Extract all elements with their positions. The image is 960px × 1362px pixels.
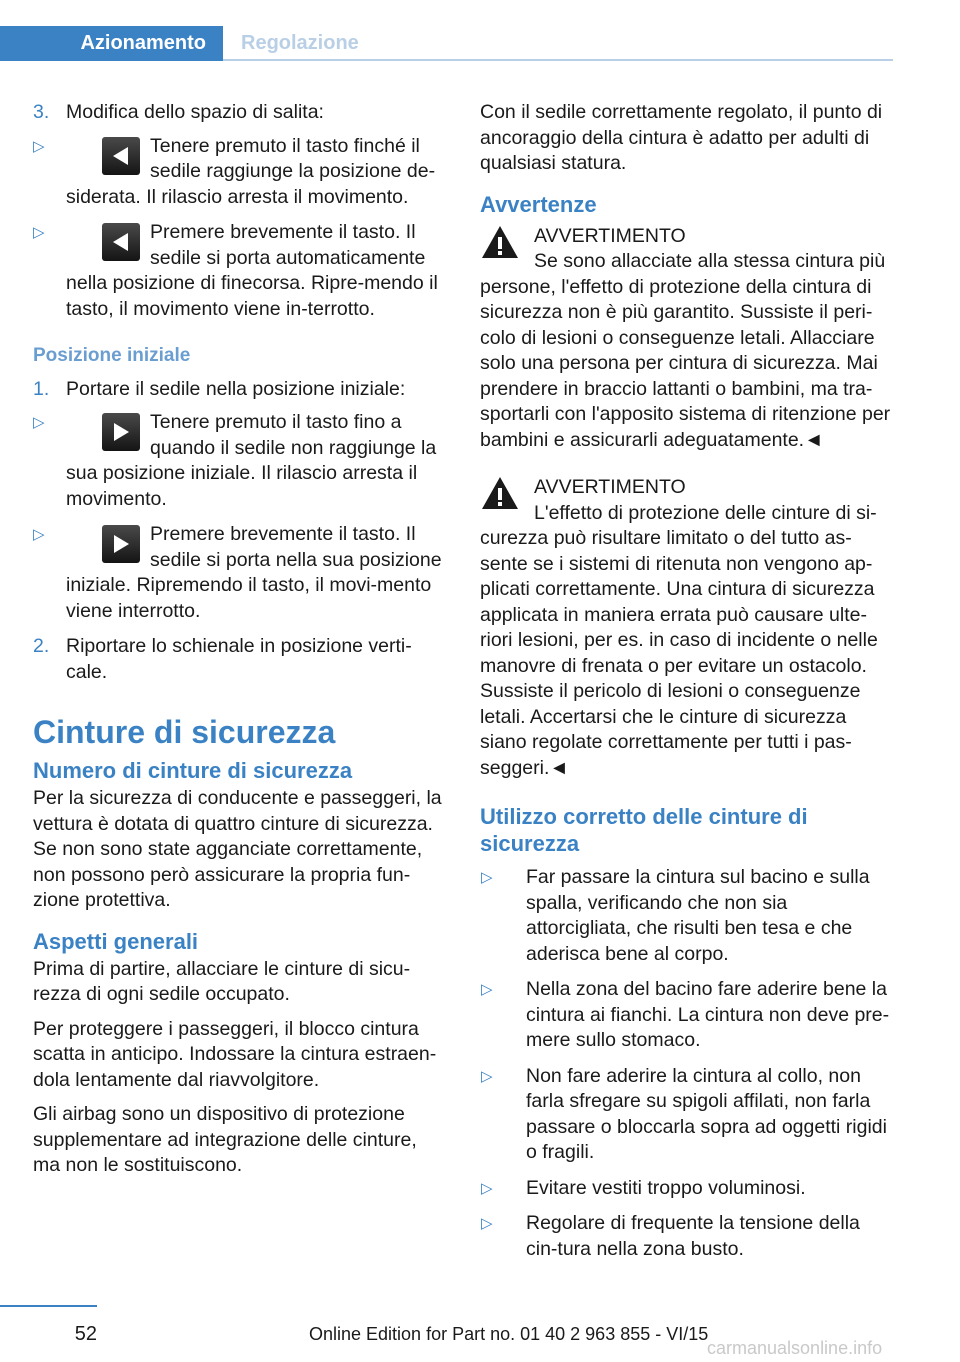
paragraph: Prima di partire, allacciare le cinture di sicu-rezza di ogni sedile occupato. — [33, 957, 411, 1005]
seat-forward-button-icon — [102, 525, 140, 563]
item-text: Tenere premuto il tasto fino a quando il sedile non raggiunge la sua posizione iniziale. Il rilascio arresta il movimento. — [66, 411, 437, 510]
bullet-item — [480, 1211, 895, 1262]
numbered-item-3 — [33, 100, 448, 322]
warning-text: L'effetto di protezione delle cinture di si-curezza può risultare limitato o del tutto as-sente se i sistemi di ritenuta non vengono ap-plicati correttamente. Una cintura di sicurezza applicata in maniera errata può causare ulte-riori lesioni, per es. in caso di incidente o nelle manovre di frenata o per evitare un ostacolo. Sussiste il pericolo di lesioni o conseguenze letali. Accertarsi che le cinture di sicurezza siano regolate correttamente per tutti i pas-seggeri.◄ — [480, 501, 878, 779]
warning-title: AVVERTIMENTO — [534, 476, 686, 498]
tab-regolazione[interactable] — [223, 26, 893, 61]
arrow-bullet-icon: ▷ — [33, 224, 45, 241]
heading-numero-cinture: Numero di cinture di sicurezza — [33, 758, 353, 783]
tab-label: Azionamento — [80, 31, 206, 54]
warning-title: AVVERTIMENTO — [534, 224, 686, 247]
footer-divider — [0, 1305, 97, 1307]
sub-list — [33, 134, 448, 323]
bullet-item — [480, 1176, 895, 1202]
bullet-item — [480, 1064, 895, 1166]
arrow-bullet-icon: ▷ — [481, 1179, 493, 1197]
arrow-bullet-icon: ▷ — [33, 137, 45, 155]
numbered-item-2 — [33, 634, 448, 685]
edition-footer: Online Edition for Part no. 01 40 2 963 855 - VI/15 — [309, 1324, 709, 1344]
item-text: Premere brevemente il tasto. Il sedile si porta automaticamente nella posizione di finecorsa. Ripre-mendo il tasto, il movimento viene in-terrotto. — [66, 221, 438, 320]
arrow-bullet-icon: ▷ — [481, 1067, 493, 1085]
paragraph: Per la sicurezza di conducente e passeggeri, la vettura è dotata di quattro cinture di sicurezza. Se non sono state agganciate correttamente, non possono però assicurare la propria fun-zione protettiva. — [33, 787, 442, 911]
item-text: Non fare aderire la cintura al collo, non farla sfregare su spigoli affilati, non farla passare o bloccarla sopra ad oggetti rigidi o fragili. — [526, 1064, 887, 1163]
heading-cinture-di-sicurezza: Cinture di sicurezza — [33, 714, 336, 750]
warning-block — [480, 224, 895, 454]
item-text: Modifica dello spazio di salita: — [66, 101, 324, 123]
arrow-bullet-icon: ▷ — [481, 869, 493, 886]
page-number: 52 — [74, 1323, 97, 1345]
heading-avvertenze: Avvertenze — [480, 191, 597, 217]
arrow-list-item — [33, 134, 448, 211]
item-number: 3. — [33, 101, 50, 123]
item-text: Riportare lo schienale in posizione verti-cale. — [66, 635, 412, 683]
arrow-list-item — [33, 410, 448, 512]
arrow-bullet-icon: ▷ — [33, 414, 45, 431]
warning-block — [480, 475, 895, 781]
tab-label: Regolazione — [241, 31, 359, 54]
bullet-item — [480, 977, 895, 1054]
arrow-list-item — [33, 522, 448, 624]
arrow-bullet-icon: ▷ — [481, 1215, 493, 1232]
heading-utilizzo-corretto: Utilizzo corretto delle cinture di sicurezza — [480, 804, 808, 856]
numbered-item-1 — [33, 377, 448, 625]
seat-back-button-icon — [102, 223, 140, 261]
warning-text: Se sono allacciate alla stessa cintura più persone, l'effetto di protezione della cintura di sicurezza non è più garantito. Sussiste il peri-colo di lesioni o conseguenze letali. Allacciare solo una persona per cintura di sicurezza. Mai prendere in braccio lattanti o bambini, ma tra-sportarli con l'apposito sistema di ritenzione per bambini e assicurarli adeguatamente.◄ — [480, 250, 891, 451]
arrow-list-item — [33, 220, 448, 322]
item-text: Nella zona del bacino fare aderire bene la cintura ai fianchi. La cintura non deve pre-mere sullo stomaco. — [526, 978, 890, 1051]
item-text: Portare il sedile nella posizione iniziale: — [66, 377, 406, 400]
paragraph: Con il sedile correttamente regolato, il punto di ancoraggio della cintura è adatto per adulti di qualsiasi statura. — [480, 101, 883, 174]
tab-azionamento[interactable] — [0, 26, 223, 61]
item-text: Far passare la cintura sul bacino e sulla spalla, verificando che non sia attorcigliata, che risulti ben tesa e che aderisca bene al corpo. — [526, 866, 870, 965]
heading-aspetti-generali: Aspetti generali — [33, 928, 199, 954]
paragraph: Gli airbag sono un dispositivo di protezione supplementare ad integrazione delle cinture, ma non le sostituiscono. — [33, 1103, 417, 1176]
item-text: Tenere premuto il tasto finché il sedile raggiunge la posizione de-siderata. Il rilascio arresta il movimento. — [66, 134, 436, 208]
left-column — [33, 100, 448, 1188]
right-column — [480, 100, 895, 1272]
bullet-item — [480, 865, 895, 967]
heading-posizione-iniziale: Posizione iniziale — [33, 345, 191, 366]
header-divider — [223, 59, 893, 61]
arrow-bullet-icon: ▷ — [33, 526, 45, 543]
watermark: carmanualsonline.info — [707, 1338, 883, 1358]
warning-triangle-icon — [480, 224, 520, 260]
paragraph: Per proteggere i passeggeri, il blocco cintura scatta in anticipo. Indossare la cintura estraen-dola lentamente dal riavvolgitore. — [33, 1017, 437, 1091]
item-number: 2. — [33, 635, 50, 657]
item-text: Evitare vestiti troppo voluminosi. — [526, 1176, 806, 1199]
item-text: Premere brevemente il tasto. Il sedile si porta nella sua posizione iniziale. Ripremendo il tasto, il movi-mento viene interrotto. — [66, 523, 442, 622]
seat-back-button-icon — [102, 137, 140, 175]
seat-forward-button-icon — [102, 413, 140, 451]
arrow-bullet-icon: ▷ — [481, 981, 493, 998]
sub-list — [33, 410, 448, 624]
item-number: 1. — [33, 377, 50, 400]
warning-triangle-icon — [480, 475, 520, 511]
item-text: Regolare di frequente la tensione della cin-tura nella zona busto. — [526, 1212, 860, 1260]
